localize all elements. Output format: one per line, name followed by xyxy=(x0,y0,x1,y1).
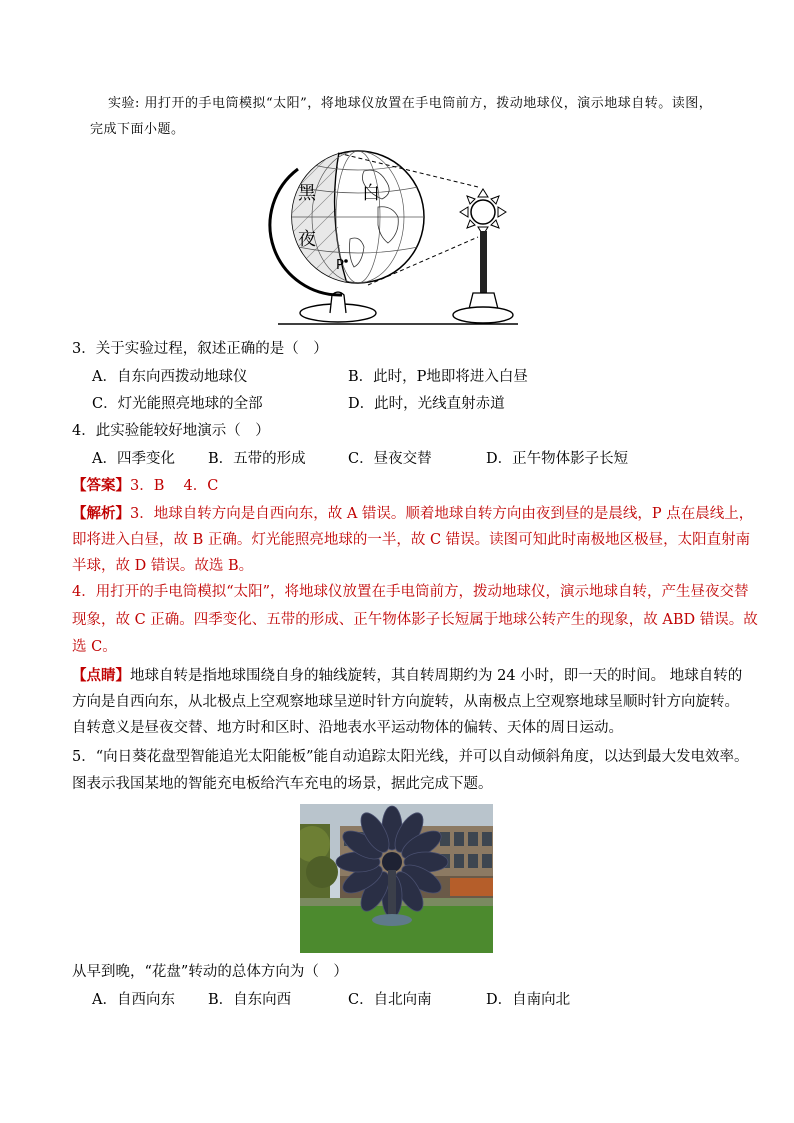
analysis-text-1: 3．地球自转方向是自西向东，故 A 错误。顺着地球自转方向由夜到昼的是晨线，P 点在晨线上， xyxy=(130,506,754,522)
analysis-line-2: 即将进入白昼，故 B 正确。灯光能照亮地球的一半，故 C 错误。读图可知此时南极地区极昼，太阳直射南 xyxy=(72,532,751,548)
intro-line-1: 实验: 用打开的手电筒模拟“太阳”，将地球仪放置在手电筒前方，拨动地球仪，演示地球自转。读图， xyxy=(108,96,713,111)
q3-option-c: C．灯光能照亮地球的全部 xyxy=(92,396,263,412)
answer-tag: 【答案】 xyxy=(72,477,130,494)
q4-option-b: B．五带的形成 xyxy=(208,451,306,467)
flashlight-base xyxy=(453,307,513,323)
question-3-stem: 3．关于实验过程，叙述正确的是（ ） xyxy=(72,341,328,357)
q3-option-b: B．此时，P地即将进入白昼 xyxy=(348,369,528,385)
question-5-intro-1: 5．“向日葵花盘型智能追光太阳能板”能自动追踪太阳光线，并可以自动倾斜角度，以达到最大发电效率。 xyxy=(72,749,749,765)
q4-option-d: D．正午物体影子长短 xyxy=(486,451,629,467)
answer-line xyxy=(72,476,218,496)
solar-panel-photo xyxy=(300,804,493,953)
analysis-line-3: 半球，故 D 错误。故选 B。 xyxy=(72,558,254,574)
q5-option-c: C．自北向南 xyxy=(348,992,432,1008)
analysis-line-5: 现象，故 C 正确。四季变化、五带的形成、正午物体影子长短属于地球公转产生的现象，故 ABD 错误。故 xyxy=(72,612,758,628)
tip-line-3: 自转意义是昼夜交替、地方时和区时、沿地表水平运动物体的偏转、天体的周日运动。 xyxy=(72,720,623,736)
label-night-2: 夜 xyxy=(298,229,316,250)
q5-option-a: A．自西向东 xyxy=(92,992,175,1008)
tip-tag: 【点睛】 xyxy=(72,667,130,684)
q3-option-a: A．自东向西拨动地球仪 xyxy=(92,369,248,385)
tip-line-1 xyxy=(72,666,742,686)
analysis-line-6: 选 C。 xyxy=(72,639,117,655)
analysis-line-1 xyxy=(72,504,753,524)
q3-option-d: D．此时，光线直射赤道 xyxy=(348,396,505,412)
globe xyxy=(288,147,424,287)
question-4-stem: 4．此实验能较好地演示（ ） xyxy=(72,423,270,439)
analysis-tag: 【解析】 xyxy=(72,505,130,522)
q4-option-c: C．昼夜交替 xyxy=(348,451,432,467)
question-5-stem: 从早到晚，“花盘”转动的总体方向为（ ） xyxy=(72,964,348,980)
label-night-1: 黑 xyxy=(298,183,316,204)
sun-icon xyxy=(460,189,506,235)
question-5-intro-2: 图表示我国某地的智能充电板给汽车充电的场景，据此完成下题。 xyxy=(72,776,493,792)
label-day: 白 xyxy=(362,183,380,204)
answer-text: 3．B 4．C xyxy=(130,478,219,494)
label-p: P xyxy=(336,258,344,273)
tip-text-1: 地球自转是指地球围绕自身的轴线旋转，其自转周期约为 24 小时，即一天的时间。 地球自转的 xyxy=(130,668,743,684)
analysis-line-4: 4．用打开的手电筒模拟“太阳”，将地球仪放置在手电筒前方，拨动地球仪，演示地球自转，产生昼夜交替 xyxy=(72,584,749,600)
point-p xyxy=(344,259,348,263)
tip-line-2: 方向是自西向东，从北极点上空观察地球呈逆时针方向旋转，从南极点上空观察地球呈顺时针方向旋转。 xyxy=(72,694,739,710)
globe-flashlight-figure xyxy=(268,147,526,327)
intro-line-2: 完成下面小题。 xyxy=(90,122,185,137)
q5-option-d: D．自南向北 xyxy=(486,992,571,1008)
q5-option-b: B．自东向西 xyxy=(208,992,292,1008)
flashlight-pole xyxy=(480,231,487,293)
q4-option-a: A．四季变化 xyxy=(92,451,175,467)
